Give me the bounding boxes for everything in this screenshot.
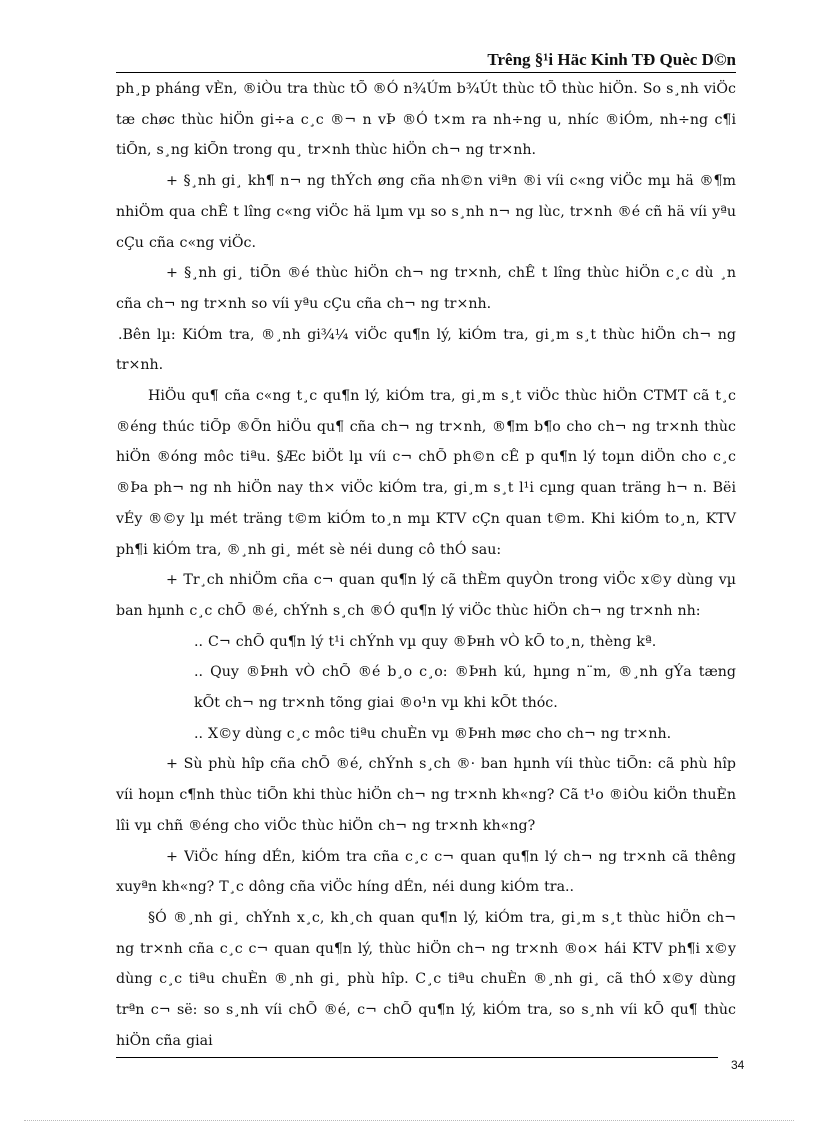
paragraph-4: .Bên lµ: KiÓm tra, ®¸nh gi¾¼ viÖc qu¶n lý, kiÓm tra, gi¸m s¸t thùc hiÖn ch¬ ng tr×nh. <box>116 326 736 374</box>
bullet-item-2: .. Quy ®Þнh vÒ chÕ ®é b¸o c¸o: ®Þнh kú, hµng n¨m, ®¸nh gÝа tæng kÕt ch¬ ng tr×nh tõng giai ®o¹n vµ khi kÕt thóc. <box>194 664 736 712</box>
paragraph-1: ph¸p pháng vÈn, ®iÒu tra thùc tÕ ®Ó n¾Úm b¾Út thùc tÕ thùc hiÖn. So s¸nh viÖc tæ chøc thùc hiÖn gi÷a c¸c ®¬ n vÞ ®Ó t×m ra nh÷ng u, nhíc ®iÓm, nh÷ng c¶i tiÕn, s¸ng kiÕn trong qu¸ tr×nh thùc hiÖn ch¬ ng tr×nh. <box>116 81 736 159</box>
paragraph-2: + §¸nh gi¸ kh¶ n¬ ng thÝch øng cña nh©n viªn ®i víi c«ng viÖc mµ hä ®¶m nhiÖm qua chÊ t lîng c«ng viÖc hä lµm vµ so s¸nh n¬ ng lùc, tr×nh ®é cñ hä víi yªu cÇu cña c«ng viÖc. <box>116 173 736 251</box>
paragraph-6: + Tr¸ch nhiÖm cña c¬ quan qu¶n lý cã thÈm quyÒn trong viÖc x©y dùng vµ ban hµnh c¸c chÕ ®é, chÝnh s¸ch ®Ó qu¶n lý viÖc thùc hiÖn ch¬ ng tr×nh nh: <box>116 572 736 619</box>
paragraph-7: + Sù phù hîp cña chÕ ®é, chÝnh s¸ch ®· ban hµnh víi thùc tiÕn: cã phù hîp víi hoµn c¶nh thùc tiÕn khi thùc hiÖn ch¬ ng tr×nh kh«ng? Cã t¹o ®iÒu kiÖn thuÈn lîi vµ chñ ®éng cho viÖc thùc hiÖn ch¬ ng tr×nh kh«ng? <box>116 756 736 834</box>
header-divider <box>116 72 736 73</box>
bullet-item-1: .. C¬ chÕ qu¶n lý t¹i chÝnh vµ quy ®Þнh vÒ kÕ to¸n, thèng kª. <box>194 633 657 650</box>
paragraph-9: §Ó ®¸nh gi¸ chÝnh x¸c, kh¸ch quan qu¶n lý, kiÓm tra, gi¸m s¸t thùc hiÖn ch¬ ng tr×nh cña c¸c c¬ quan qu¶n lý, thùc hiÖn ch¬ ng tr×nh ®o× hái KTV ph¶i x©y dùng c¸c tiªu chuÈn ®¸nh gi¸ phù hîp. C¸c tiªu chuÈn ®¸nh gi¸ cã thÓ x©y dùng trªn c¬ së: so s¸nh víi chÕ ®é, c¬ chÕ qu¶n lý, kiÓm tra, so s¸nh víi kÕ qu¶ thùc hiÖn cña giai <box>116 909 736 1049</box>
page-boundary <box>24 1120 794 1121</box>
footer-divider <box>116 1057 718 1058</box>
page-number: 34 <box>731 1058 745 1072</box>
paragraph-3: + §¸nh gi¸ tiÕn ®é thùc hiÖn ch¬ ng tr×nh, chÊ t lîng thùc hiÖn c¸c dù ¸n cña ch¬ ng tr×nh so víi yªu cÇu cña ch¬ ng tr×nh. <box>116 265 736 312</box>
running-header: Trêng §¹i Häc Kinh TÐ Quèc D©n <box>487 50 736 69</box>
paragraph-5: HiÖu qu¶ cña c«ng t¸c qu¶n lý, kiÓm tra, gi¸m s¸t viÖc thùc hiÖn CTMT cã t¸c ®éng thúc tiÕp ®Õn hiÖu qu¶ cña ch¬ ng tr×nh, ®¶m b¶o cho ch¬ ng tr×nh thùc hiÖn ®óng môc tiªu. §Æc biÖt lµ víi c¬ chÕ ph©n cÊ p qu¶n lý toµn diÖn cho c¸c ®Þа ph¬ ng nh hiÖn nay th× viÖc kiÓm tra, gi¸m s¸t l¹i cµng quan träng h¬ n. Bëi vÉy ®©y lµ mét träng t©m kiÓm to¸n mµ KTV cÇn quan t©m. Khi kiÓm to¸n, KTV ph¶i kiÓm tra, ®¸nh gi¸ mét sè néi dung cô thÓ sau: <box>116 388 736 558</box>
paragraph-8: + ViÖc híng dÉn, kiÓm tra cña c¸c c¬ quan qu¶n lý ch¬ ng tr×nh cã thêng xuyªn kh«ng? T¸c dông cña viÖc híng dÉn, néi dung kiÓm tra.. <box>116 848 736 896</box>
bullet-item-3: .. X©y dùng c¸c môc tiªu chuÈn vµ ®Þнh møc cho ch¬ ng tr×nh. <box>194 725 672 742</box>
document-body <box>116 74 736 1057</box>
